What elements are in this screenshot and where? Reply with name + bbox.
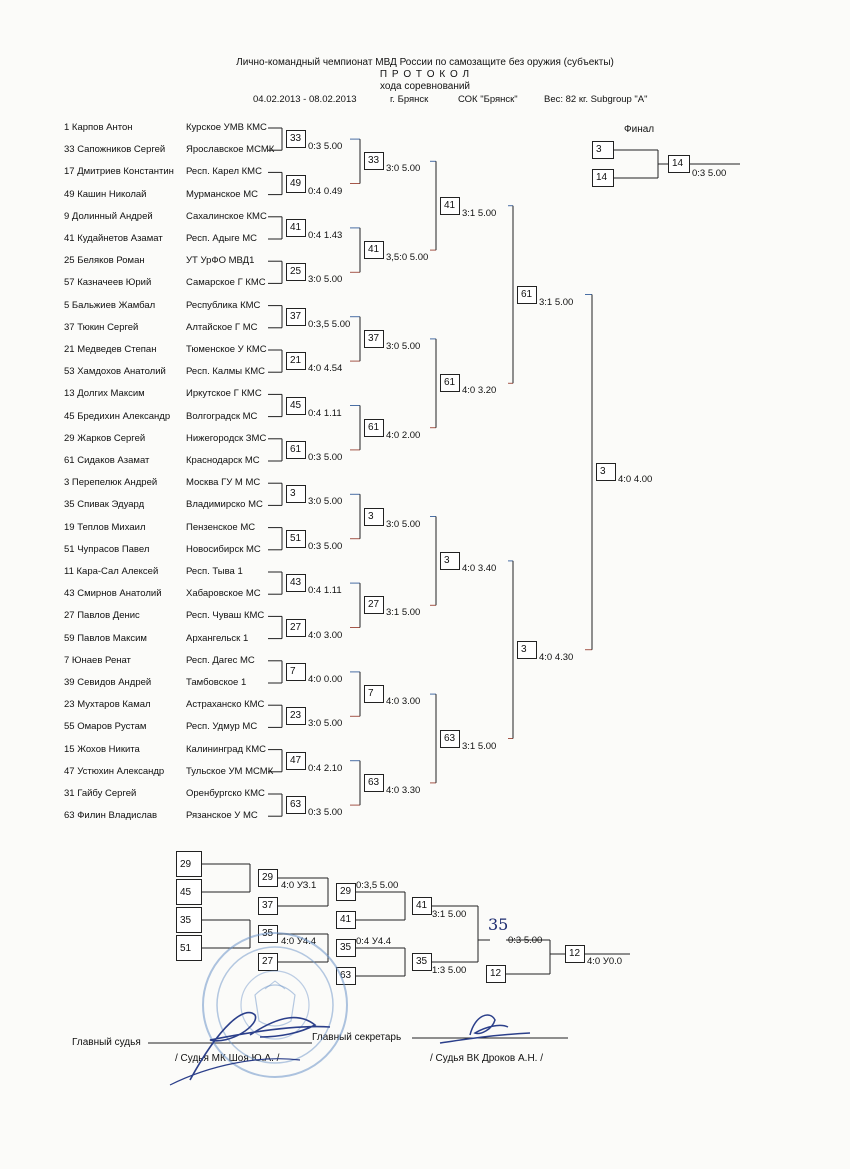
participant-org: Архангельск 1 bbox=[186, 632, 249, 644]
round1-score: 4:0 4.54 bbox=[308, 363, 343, 375]
participant-org: Сахалинское КМС bbox=[186, 210, 267, 222]
final-score: 0:3 5.00 bbox=[692, 168, 727, 179]
participant-name: 9 Долинный Андрей bbox=[64, 210, 153, 222]
repechage-start-box: 51 bbox=[176, 935, 202, 961]
participant-name: 45 Бредихин Александр bbox=[64, 410, 171, 422]
participant-name: 19 Теплов Михаил bbox=[64, 521, 146, 533]
repechage-start-box: 45 bbox=[176, 879, 202, 905]
round1-score: 0:4 1.43 bbox=[308, 229, 343, 241]
round1-score: 0:4 0.49 bbox=[308, 185, 343, 197]
repechage-r2-score: 0:4 У4.4 bbox=[356, 936, 392, 947]
participant-name: 41 Кудайнетов Азамат bbox=[64, 233, 163, 244]
repechage-r2-box: 35 bbox=[336, 939, 356, 957]
chief-secretary-name: / Судья ВК Дроков А.Н. / bbox=[430, 1053, 543, 1064]
round1-score: 0:3,5 5.00 bbox=[308, 318, 351, 330]
round1-score: 0:3 5.00 bbox=[308, 451, 343, 463]
round1-winner-box: 37 bbox=[286, 308, 306, 326]
doc-title: Лично-командный чемпионат МВД России по самозащите без оружия (субъекты) bbox=[236, 57, 614, 68]
round1-score: 3:0 5.00 bbox=[308, 496, 343, 508]
participant-org: Рязанское У МС bbox=[186, 810, 258, 822]
final-box-a: 3 bbox=[592, 141, 614, 159]
participant-name: 31 Гайбу Сергей bbox=[64, 788, 137, 799]
judge-signature bbox=[150, 985, 410, 1095]
round1-winner-box: 45 bbox=[286, 397, 306, 415]
doc-weight: Вес: 82 кг. Subgroup "A" bbox=[544, 94, 648, 105]
repechage-r3-box: 35 bbox=[412, 953, 432, 971]
participant-name: 11 Кара-Сал Алексей bbox=[64, 566, 159, 577]
participant-name: 53 Хамдохов Анатолий bbox=[64, 366, 166, 378]
round1-winner-box: 47 bbox=[286, 752, 306, 770]
round3-winner-box: 61 bbox=[440, 374, 460, 392]
participant-name: 37 Тюкин Сергей bbox=[64, 321, 139, 333]
repechage-r1-score: 4:0 У4.4 bbox=[281, 936, 317, 947]
participant-org: Москва ГУ М МС bbox=[186, 477, 261, 489]
round4-score: 3:1 5.00 bbox=[539, 296, 574, 308]
participant-name: 47 Устюхин Александр bbox=[64, 765, 165, 777]
participant-name: 59 Павлов Максим bbox=[64, 632, 147, 644]
participant-name: 29 Жарков Сергей bbox=[64, 432, 146, 444]
repechage-r3-score: 3:1 5.00 bbox=[432, 909, 467, 920]
doc-dates: 04.02.2013 - 08.02.2013 bbox=[253, 94, 357, 105]
chief-secretary-label: Главный секретарь bbox=[312, 1032, 402, 1043]
final-winner-box: 14 bbox=[668, 155, 690, 173]
repechage-r5-box: 12 bbox=[565, 945, 585, 963]
round2-score: 3,5:0 5.00 bbox=[386, 252, 429, 264]
participant-org: УТ УрФО МВД1 bbox=[186, 255, 255, 267]
participant-org: Калининград КМС bbox=[186, 743, 266, 755]
round1-winner-box: 63 bbox=[286, 796, 306, 814]
participant-org: Республика КМС bbox=[186, 299, 261, 311]
round5-winner-box: 3 bbox=[596, 463, 616, 481]
participant-org: Краснодарск МС bbox=[186, 455, 260, 466]
round2-winner-box: 33 bbox=[364, 152, 384, 170]
round1-winner-box: 43 bbox=[286, 574, 306, 592]
round4-winner-box: 61 bbox=[517, 286, 537, 304]
repechage-start-box: 29 bbox=[176, 851, 202, 877]
repechage-r1-box: 37 bbox=[258, 897, 278, 915]
round2-score: 3:0 5.00 bbox=[386, 340, 421, 352]
final-box-b: 14 bbox=[592, 169, 614, 187]
participant-name: 21 Медведев Степан bbox=[64, 344, 157, 355]
round1-score: 3:0 5.00 bbox=[308, 274, 343, 286]
round2-score: 3:0 5.00 bbox=[386, 518, 421, 530]
round2-winner-box: 27 bbox=[364, 596, 384, 614]
repechage-r3-box: 41 bbox=[412, 897, 432, 915]
secretary-signature bbox=[430, 1005, 540, 1050]
participant-name: 63 Филин Владислав bbox=[64, 810, 158, 822]
round1-winner-box: 41 bbox=[286, 219, 306, 237]
participant-name: 33 Сапожников Сергей bbox=[64, 144, 166, 156]
round1-score: 0:3 5.00 bbox=[308, 807, 343, 819]
participant-org: Респ. Карел КМС bbox=[186, 166, 262, 178]
participant-name: 43 Смирнов Анатолий bbox=[64, 588, 162, 600]
repechage-r2-score: 0:3,5 5.00 bbox=[356, 880, 399, 891]
round3-score: 4:0 3.20 bbox=[462, 385, 497, 397]
participant-org: Респ. Удмур МС bbox=[186, 721, 258, 733]
repechage-r3-score: 1:3 5.00 bbox=[432, 965, 467, 976]
round2-score: 4:0 3.00 bbox=[386, 696, 421, 708]
round1-winner-box: 61 bbox=[286, 441, 306, 459]
participant-org: Респ. Тыва 1 bbox=[186, 566, 243, 577]
round1-score: 4:0 0.00 bbox=[308, 673, 343, 685]
round2-winner-box: 3 bbox=[364, 508, 384, 526]
repechage-r2-box: 63 bbox=[336, 967, 356, 985]
participant-name: 5 Бальжиев Жамбал bbox=[64, 299, 156, 311]
round2-winner-box: 7 bbox=[364, 685, 384, 703]
round2-winner-box: 41 bbox=[364, 241, 384, 259]
round3-score: 3:1 5.00 bbox=[462, 207, 497, 219]
participant-org: Владимирско МС bbox=[186, 499, 263, 511]
participant-org: Респ. Калмы КМС bbox=[186, 366, 266, 378]
participant-name: 3 Перепелюк Андрей bbox=[64, 477, 158, 489]
participant-org: Тульское УМ МСМК bbox=[186, 765, 274, 777]
participant-name: 27 Павлов Денис bbox=[64, 610, 140, 622]
chief-judge-name: / Судья МК Шоя Ю.А. / bbox=[175, 1053, 280, 1064]
participant-org: Хабаровское МС bbox=[186, 588, 261, 600]
participant-org: Тамбовское 1 bbox=[186, 677, 247, 688]
round3-winner-box: 3 bbox=[440, 552, 460, 570]
round1-score: 0:3 5.00 bbox=[308, 141, 343, 153]
round5-score: 4:0 4.00 bbox=[618, 474, 653, 486]
participant-org: Респ. Адыге МС bbox=[186, 233, 258, 244]
round4-score: 4:0 4.30 bbox=[539, 651, 574, 663]
round1-score: 0:3 5.00 bbox=[308, 540, 343, 552]
round2-winner-box: 37 bbox=[364, 330, 384, 348]
repechage-r5-score: 4:0 У0.0 bbox=[587, 956, 623, 967]
doc-venue: СОК "Брянск" bbox=[458, 94, 518, 105]
participant-name: 23 Мухтаров Камал bbox=[64, 699, 151, 711]
round1-score: 0:4 1.11 bbox=[308, 407, 342, 419]
round1-score: 3:0 5.00 bbox=[308, 718, 343, 730]
participant-org: Ярославское МСМК bbox=[186, 144, 275, 156]
repechage-start-box: 35 bbox=[176, 907, 202, 933]
participant-name: 25 Беляков Роман bbox=[64, 255, 145, 267]
round1-winner-box: 51 bbox=[286, 530, 306, 548]
repechage-r4-in-box: 12 bbox=[486, 965, 506, 983]
doc-city: г. Брянск bbox=[390, 94, 429, 105]
participant-name: 39 Севидов Андрей bbox=[64, 677, 152, 688]
participant-org: Мурманское МС bbox=[186, 188, 259, 200]
round1-winner-box: 49 bbox=[286, 175, 306, 193]
participant-org: Волгоградск МС bbox=[186, 410, 258, 422]
participant-name: 15 Жохов Никита bbox=[64, 743, 140, 755]
participant-name: 13 Долгих Максим bbox=[64, 388, 145, 400]
round1-winner-box: 21 bbox=[286, 352, 306, 370]
repechage-r1-box: 35 bbox=[258, 925, 278, 943]
participant-name: 51 Чупрасов Павел bbox=[64, 543, 150, 555]
participant-name: 35 Спивак Эдуард bbox=[64, 499, 145, 511]
participant-org: Курское УМВ КМС bbox=[186, 122, 267, 133]
participant-org: Астраханско КМС bbox=[186, 699, 265, 711]
participant-org: Пензенское МС bbox=[186, 521, 256, 533]
round2-winner-box: 63 bbox=[364, 774, 384, 792]
doc-subtitle: хода соревнований bbox=[379, 81, 471, 92]
round2-score: 3:0 5.00 bbox=[386, 163, 421, 175]
participant-org: Респ. Чуваш КМС bbox=[186, 610, 265, 622]
participant-org: Нижегородск ЗМС bbox=[186, 432, 267, 444]
round1-winner-box: 27 bbox=[286, 619, 306, 637]
participant-name: 1 Карпов Антон bbox=[64, 122, 133, 133]
round1-score: 4:0 3.00 bbox=[308, 629, 343, 641]
round3-score: 4:0 3.40 bbox=[462, 562, 497, 574]
participant-org: Тюменское У КМС bbox=[186, 344, 267, 355]
round2-winner-box: 61 bbox=[364, 419, 384, 437]
repechage-r4-score: 0:3 5.00 bbox=[508, 935, 543, 946]
participant-org: Алтайское Г МС bbox=[186, 321, 258, 333]
repechage-r1-box: 29 bbox=[258, 869, 278, 887]
participant-name: 61 Сидаков Азамат bbox=[64, 455, 150, 466]
final-label: Финал bbox=[624, 124, 655, 135]
round3-score: 3:1 5.00 bbox=[462, 740, 497, 752]
round1-score: 0:4 2.10 bbox=[308, 762, 343, 774]
participant-org: Оренбургско КМС bbox=[186, 788, 265, 799]
round2-score: 4:0 3.30 bbox=[386, 784, 421, 796]
participant-org: Самарское Г КМС bbox=[186, 277, 266, 289]
doc-protocol: П Р О Т О К О Л bbox=[379, 69, 471, 80]
round1-score: 0:4 1.11 bbox=[308, 585, 342, 597]
participant-org: Респ. Дагес МС bbox=[186, 654, 255, 666]
participant-name: 55 Омаров Рустам bbox=[64, 721, 147, 733]
participant-org: Новосибирск МС bbox=[186, 543, 261, 555]
round3-winner-box: 41 bbox=[440, 197, 460, 215]
repechage-r3-handwritten: 35 bbox=[488, 915, 509, 934]
round3-winner-box: 63 bbox=[440, 730, 460, 748]
repechage-r1-score: 4:0 УЗ.1 bbox=[281, 880, 317, 891]
repechage-r2-box: 41 bbox=[336, 911, 356, 929]
participant-name: 7 Юнаев Ренат bbox=[64, 654, 131, 666]
round1-winner-box: 7 bbox=[286, 663, 306, 681]
round2-score: 4:0 2.00 bbox=[386, 429, 421, 441]
participant-org: Иркутское Г КМС bbox=[186, 388, 262, 400]
round1-winner-box: 23 bbox=[286, 707, 306, 725]
participant-name: 57 Казначеев Юрий bbox=[64, 277, 152, 289]
round1-winner-box: 33 bbox=[286, 130, 306, 148]
repechage-r1-box: 27 bbox=[258, 953, 278, 971]
round2-score: 3:1 5.00 bbox=[386, 607, 421, 619]
round4-winner-box: 3 bbox=[517, 641, 537, 659]
round1-winner-box: 3 bbox=[286, 485, 306, 503]
round1-winner-box: 25 bbox=[286, 263, 306, 281]
repechage-r2-box: 29 bbox=[336, 883, 356, 901]
participant-name: 49 Кашин Николай bbox=[64, 188, 147, 200]
participant-name: 17 Дмитриев Константин bbox=[64, 166, 174, 178]
chief-judge-label: Главный судья bbox=[72, 1037, 141, 1048]
